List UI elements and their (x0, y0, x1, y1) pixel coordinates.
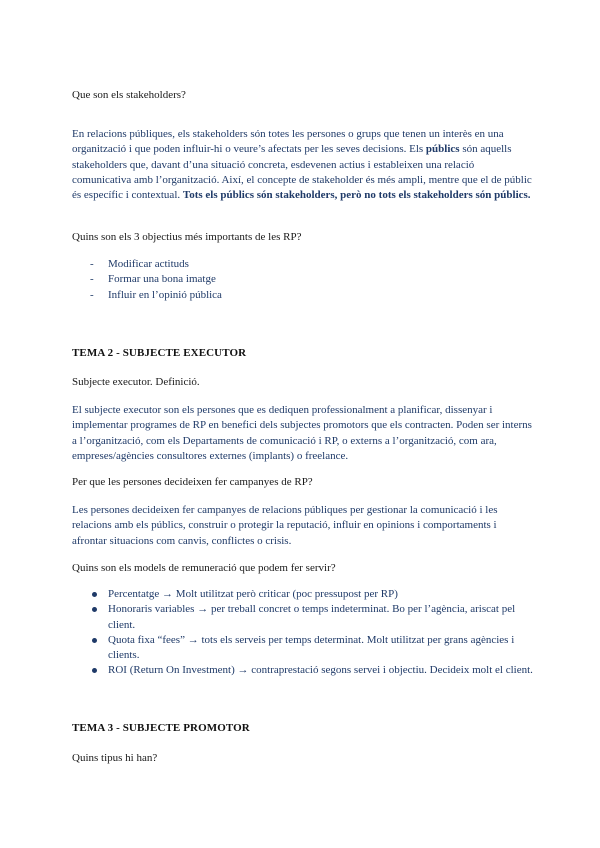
list-item: - Influir en l’opinió pública (72, 288, 532, 303)
question-objectives: Quins son els 3 objectius més importants de les RP? (72, 231, 302, 243)
objectives-list (72, 257, 532, 303)
paragraph-stakeholders-text-1: En relacions públiques, els stakeholders són totes les persones o grups que tenen un interès en una organització i que poden influir-hi o veure’s afectats per les seves decisions. Els (72, 128, 504, 156)
paragraph-stakeholders-text-2: són aquells stakeholders que, davant d’una situació concreta, esdevenen actius i estableixen una relació comunicativa amb l’organització. Així, el concepte de stakeholder és més ampli, mentre que el de públic és específic i contextual. (72, 143, 532, 202)
list-item: Honoraris variables → per treball concret o temps indeterminat. Bo per l’agència, ariscat pel client. (72, 602, 534, 633)
section-heading-tema-3: TEMA 3 - SUBJECTE PROMOTOR (72, 722, 250, 734)
section-heading-tema-2: TEMA 2 - SUBJECTE EXECUTOR (72, 347, 247, 359)
list-item: - Formar una bona imatge (72, 272, 532, 287)
bold-term-publics: públics (425, 143, 460, 156)
question-stakeholders: Que son els stakeholders? (72, 89, 186, 101)
question-definition: Subjecte executor. Definició. (72, 376, 200, 388)
list-item: ROI (Return On Investment) → contraprestació segons servei i objectiu. Decideix molt el client. (72, 663, 534, 678)
question-types: Quins tipus hi han? (72, 752, 158, 764)
list-item: Quota fixa “fees” → tots els serveis per temps determinat. Molt utilitzat per grans agències i clients. (72, 633, 534, 664)
list-item: - Modificar actituds (72, 257, 532, 272)
paragraph-stakeholders (72, 127, 534, 203)
list-item: Percentatge → Molt utilitzat però criticar (poc pressupost per RP) (72, 587, 534, 602)
question-remuneration: Quins son els models de remuneració que podem fer servir? (72, 562, 336, 574)
remuneration-list (72, 587, 534, 679)
paragraph-definition: El subjecte executor son els persones que es dediquen professionalment a planificar, dissenyar i implementar programes de RP en benefici dels subjectes promotors que els contracten. Poden ser interns a l’organització, com els Departaments de comunicació i RP, o externs a l’organització, com ara, empreses/agències consultores externes (implants) o freelance. (72, 404, 532, 462)
question-why-campaigns: Per que les persones decideixen fer campanyes de RP? (72, 476, 313, 488)
bold-conclusion: Tots els públics són stakeholders, però no tots els stakeholders són públics. (182, 189, 531, 202)
paragraph-why-campaigns: Les persones decideixen fer campanyes de relacions públiques per gestionar la comunicació i les relacions amb els públics, construir o protegir la reputació, influir en opinions i comportaments i afrontar situacions com canvis, conflictes o crisis. (72, 504, 498, 547)
